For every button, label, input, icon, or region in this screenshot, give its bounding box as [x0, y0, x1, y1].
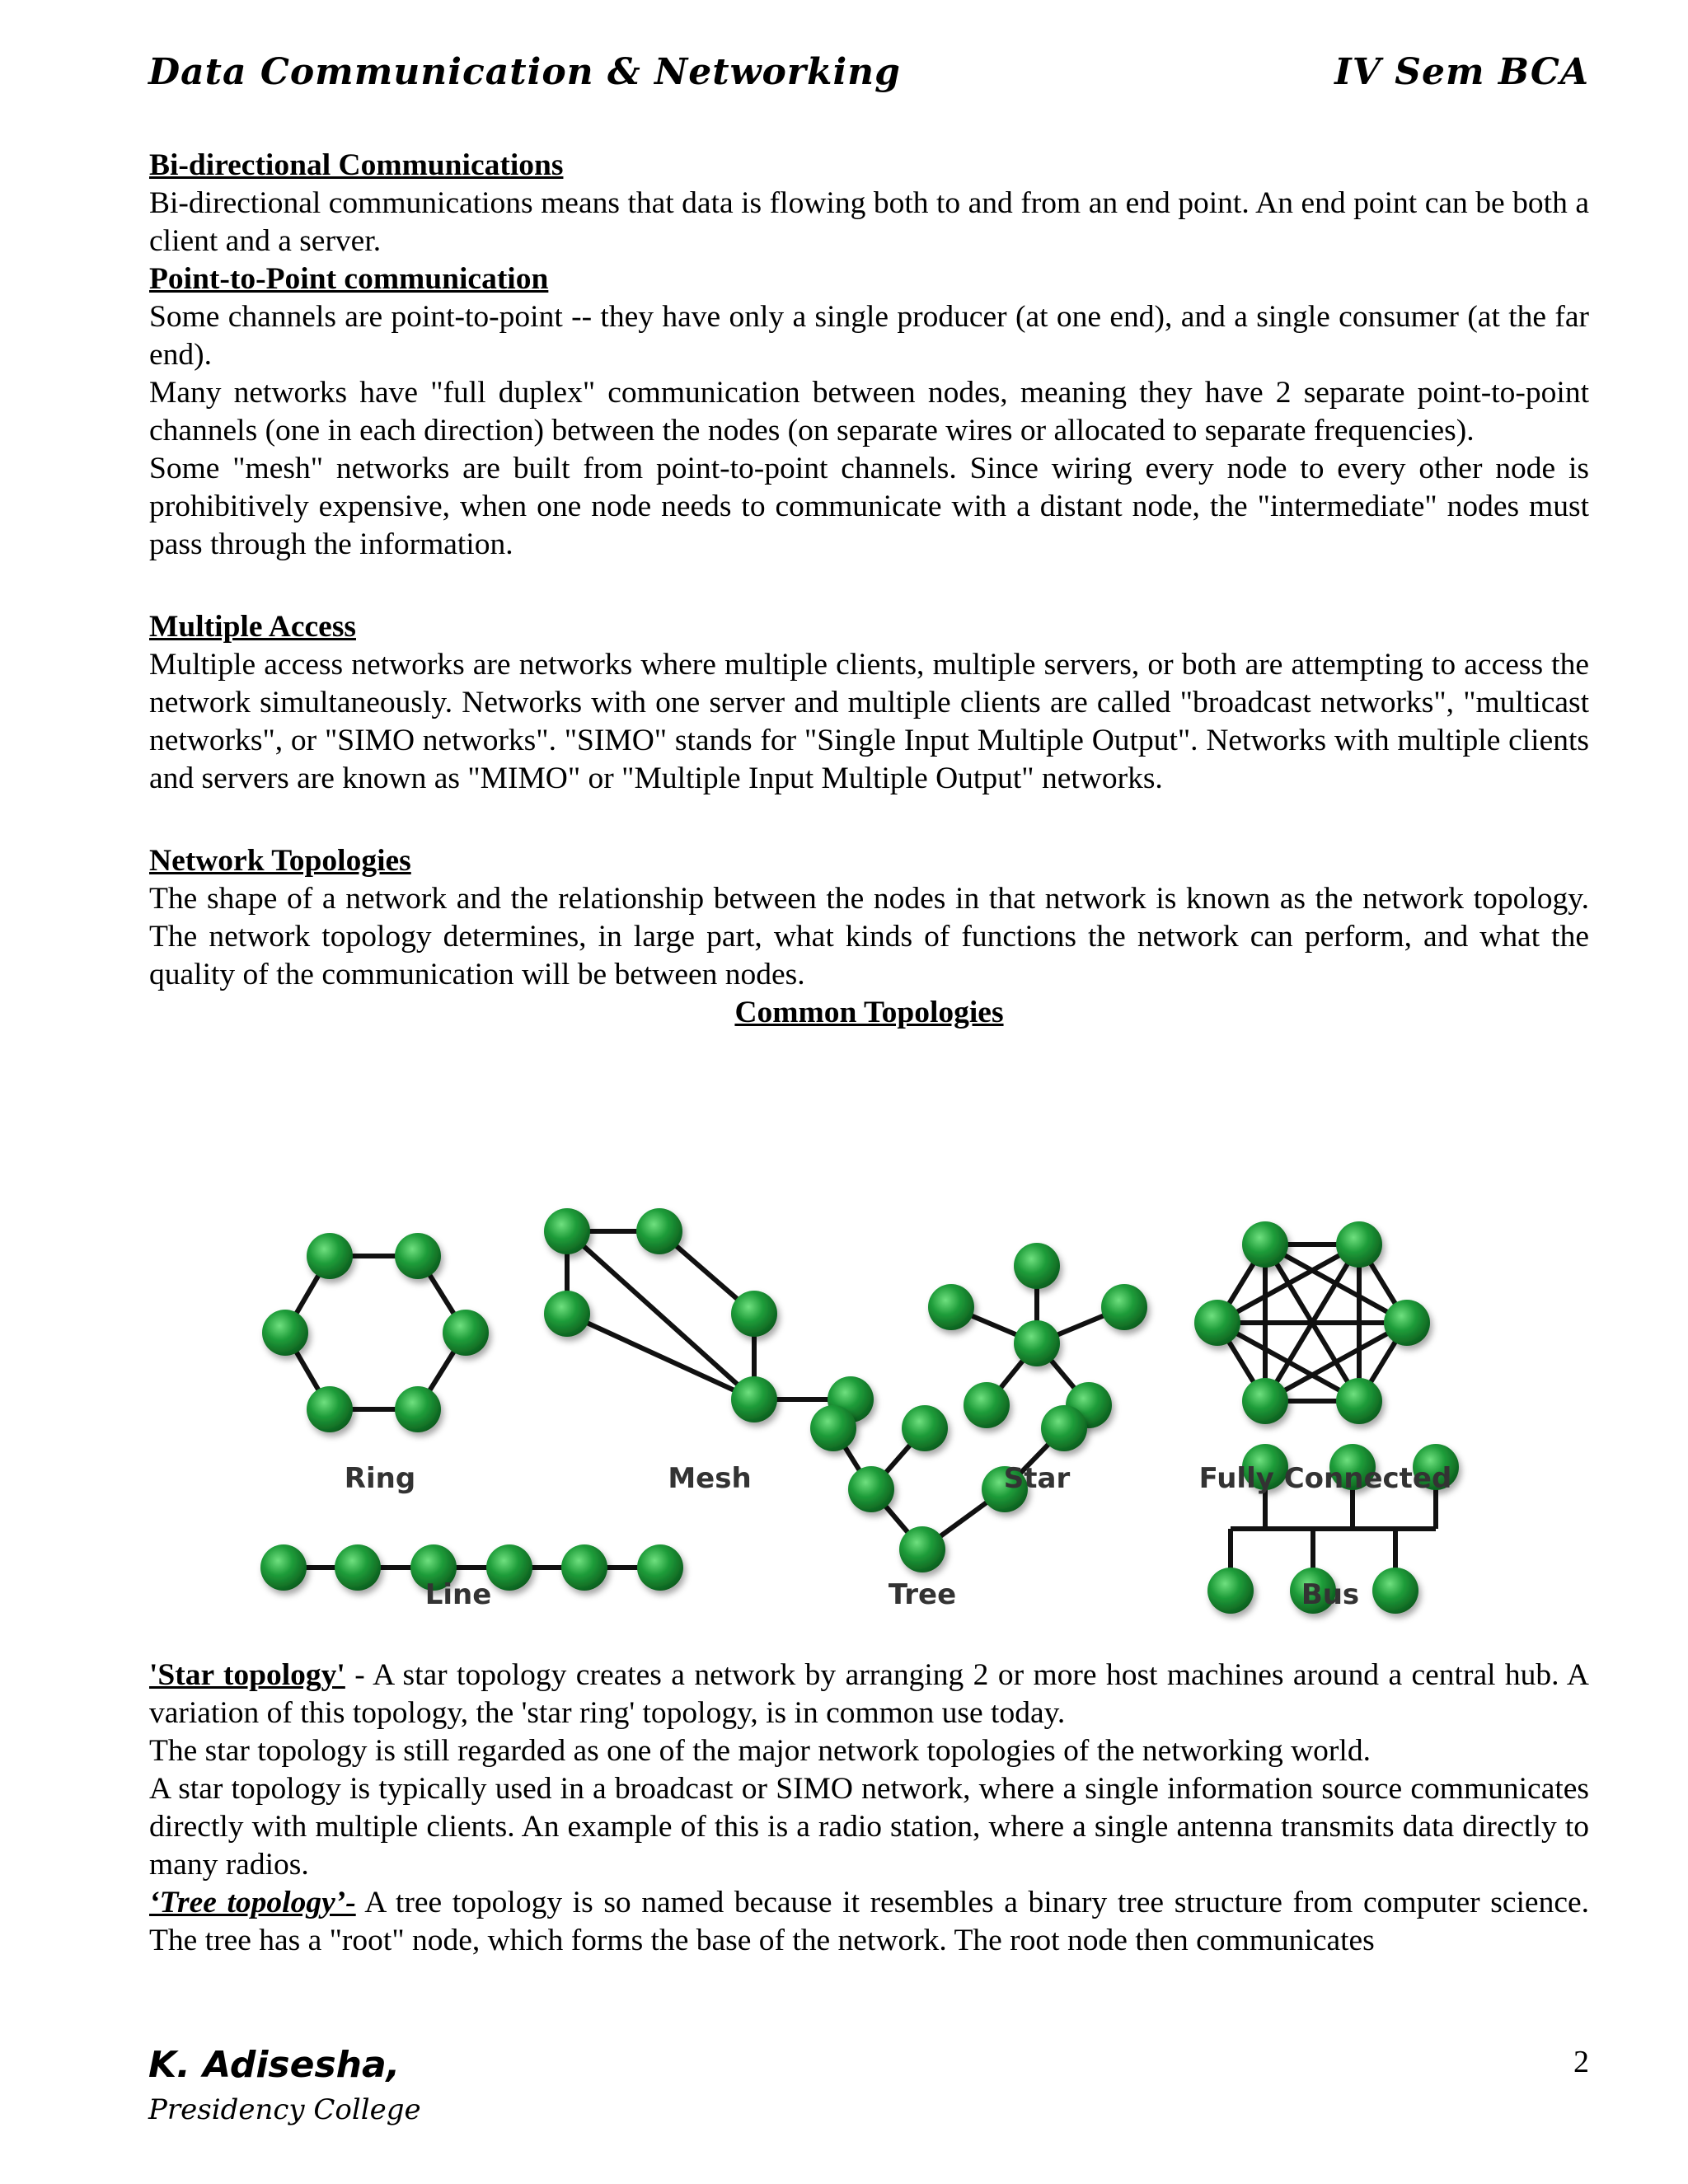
label-star: Star — [1003, 1462, 1071, 1495]
heading-bidirectional: Bi-directional Communications — [149, 148, 564, 182]
star-node — [1101, 1284, 1147, 1330]
line-node — [260, 1544, 307, 1591]
mesh-node — [544, 1291, 590, 1337]
footer-author: K. Adisesha, — [148, 2044, 401, 2086]
paragraph-network-topologies: The shape of a network and the relationship between the nodes in that network is known as the network topology. The network topology determines, in large part, what kinds of functions the network can perform, and what the quality of the communication will be between nodes. — [149, 882, 1589, 991]
tree-node — [899, 1526, 945, 1572]
label-line: Line — [424, 1578, 492, 1611]
ring-node — [307, 1386, 353, 1432]
paragraph-star-3: A star topology is typically used in a broadcast or SIMO network, where a single information source communicates directly with multiple clients. An example of this is a radio station, where a single antenna transmits data directly to many radios. — [149, 1772, 1589, 1882]
heading-point-to-point: Point-to-Point communication — [149, 262, 549, 296]
section-spacer — [149, 564, 1589, 608]
paragraph-p2p-1: Some channels are point-to-point -- they have only a single producer (at one end), and a single consumer (at the far end). — [149, 300, 1589, 372]
full-node — [1242, 1221, 1288, 1268]
star-node — [1014, 1243, 1060, 1289]
star-node — [928, 1284, 974, 1330]
line-node — [335, 1544, 381, 1591]
tree-node — [902, 1405, 948, 1451]
header-title: Data Communication & Networking — [148, 51, 901, 93]
full-node — [1336, 1378, 1382, 1424]
ring-node — [262, 1310, 308, 1356]
full-node — [1194, 1300, 1240, 1346]
footer-college: Presidency College — [148, 2093, 421, 2126]
page-content — [149, 147, 1589, 1960]
ring-node — [443, 1310, 489, 1356]
label-ring: Ring — [344, 1462, 416, 1495]
full-node — [1336, 1221, 1382, 1268]
mesh-node — [544, 1208, 590, 1254]
label-bus: Bus — [1301, 1578, 1360, 1611]
tree-topology-label: ‘Tree topology’- — [149, 1886, 356, 1919]
paragraph-bidirectional: Bi-directional communications means that data is flowing both to and from an end point. An end point can be both a client and a server. — [149, 186, 1589, 258]
star-topology-label: 'Star topology' — [149, 1658, 345, 1692]
mesh-link — [567, 1231, 754, 1399]
star-topology-text: - A star topology creates a network by arranging 2 or more host machines around a central hub. A variation of this topology, the 'star ring' topology, is in common use today. — [149, 1658, 1589, 1730]
tree-node — [1041, 1405, 1087, 1451]
section-spacer — [149, 798, 1589, 842]
paragraph-p2p-2: Many networks have "full duplex" communication between nodes, meaning they have 2 separate point-to-point channels (one in each direction) between the nodes (on separate wires or allocated to separate frequencies). — [149, 376, 1589, 448]
paragraph-multiple-access: Multiple access networks are networks where multiple clients, multiple servers, or both are attempting to access the network simultaneously. Networks with one server and multiple clients are called "broadcast networks", "multicast networks", or "SIMO networks". "SIMO" stands for "Single Input Multiple Output". Networks with multiple clients and servers are known as "MIMO" or "Multiple Input Multiple Output" networks. — [149, 648, 1589, 795]
mesh-node — [731, 1291, 777, 1337]
line-node — [486, 1544, 532, 1591]
mesh-node — [636, 1208, 682, 1254]
tree-topology-text: A tree topology is so named because it resembles a binary tree structure from computer science. The tree has a "root" node, which forms the base of the network. The root node then communicates — [149, 1886, 1589, 1957]
mesh-link — [567, 1314, 754, 1399]
tree-node — [848, 1466, 894, 1512]
topologies-figure — [149, 1038, 1589, 1638]
full-node — [1384, 1300, 1430, 1346]
label-mesh: Mesh — [668, 1462, 752, 1495]
star-node — [964, 1382, 1010, 1428]
paragraph-tree — [149, 1884, 1589, 1960]
figure-title: Common Topologies — [734, 996, 1004, 1029]
star-hub-node — [1014, 1320, 1060, 1366]
full-node — [1242, 1378, 1288, 1424]
line-node — [561, 1544, 607, 1591]
ring-node — [395, 1386, 441, 1432]
tree-node — [810, 1405, 856, 1451]
bus-node — [1372, 1568, 1418, 1614]
line-node — [637, 1544, 683, 1591]
label-fully-connected: Fully Connected — [1198, 1462, 1452, 1495]
paragraph-star-1 — [149, 1657, 1589, 1732]
header-semester: IV Sem BCA — [1334, 51, 1589, 93]
topologies-diagram — [149, 1038, 1589, 1638]
page-number: 2 — [1573, 2045, 1589, 2079]
paragraph-p2p-3: Some "mesh" networks are built from point-to-point channels. Since wiring every node to every other node is prohibitively expensive, when one node needs to communicate with a distant node, the "intermediate" nodes must pass through the information. — [149, 452, 1589, 561]
ring-node — [395, 1233, 441, 1279]
bus-node — [1207, 1568, 1254, 1614]
label-tree: Tree — [888, 1578, 957, 1611]
paragraph-star-2: The star topology is still regarded as one of the major network topologies of the networking world. — [149, 1734, 1371, 1768]
heading-multiple-access: Multiple Access — [149, 610, 357, 644]
heading-network-topologies: Network Topologies — [149, 844, 411, 878]
mesh-node — [731, 1376, 777, 1422]
ring-node — [307, 1233, 353, 1279]
